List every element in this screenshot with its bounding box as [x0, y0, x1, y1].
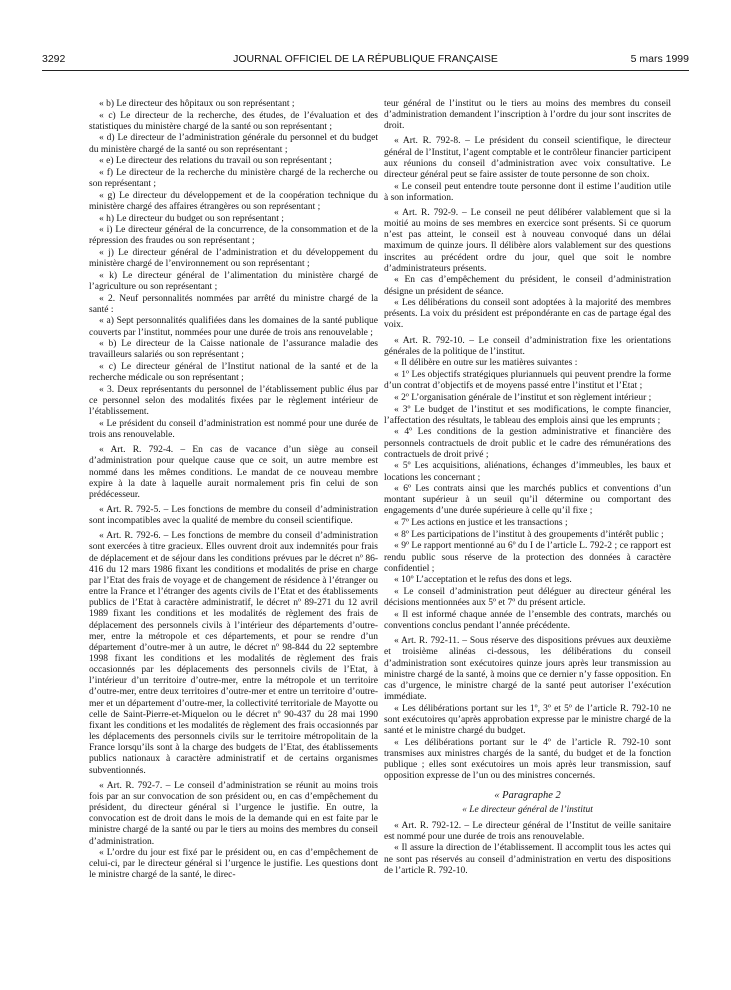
paragraph: « j) Le directeur général de l’administration et du développement du ministère chargé de l’environnement ou son représentant ; — [89, 248, 378, 270]
paragraph-subheading: « Le directeur général de l’institut — [462, 805, 593, 816]
right-column — [384, 99, 671, 877]
paragraph: « 5º Les acquisitions, aliénations, échanges d’immeubles, les baux et locations les concernant ; — [384, 461, 671, 483]
article-r792-4: « Art. R. 792-4. – En cas de vacance d’un siège au conseil d’administration pour quelque cause que ce soit, un autre membre est nommé dans les mêmes conditions. Le mandat de ce nouveau membre expire à la date à laquelle aurait normalement pris fin celui de son prédécesseur. — [89, 445, 378, 500]
publication-date: 5 mars 1999 — [630, 53, 689, 65]
paragraph: « 10º L’acceptation et le refus des dons et legs. — [394, 575, 572, 586]
left-column — [89, 99, 378, 882]
paragraph: « 6º Les contrats ainsi que les marchés publics et conventions d’un montant supérieur à un seuil qu’il détermine ou comportant des engagements d’une durée supérieure à celle qu’il fixe ; — [384, 484, 671, 517]
paragraph: « b) Le directeur des hôpitaux ou son représentant ; — [99, 99, 295, 109]
paragraph: « c) Le directeur général de l’Institut national de la santé et de la recherche médicale ou son représentant ; — [89, 362, 378, 384]
paragraph: « Les délibérations portant sur le 4º de l’article R. 792-10 sont transmises aux ministres chargés de la santé, du budget et de la fonction publique ; elles sont exécutoires un mois après leur transmission, sauf opposition expresse de l’un ou des ministres concernés. — [384, 737, 671, 782]
paragraph: « En cas d’empêchement du président, le conseil d’administration désigne un président de séance. — [384, 275, 671, 297]
paragraph: « 2º L’organisation générale de l’institut et son règlement intérieur ; — [394, 392, 652, 403]
paragraph: « f) Le directeur de la recherche du ministère chargé de la recherche ou son représentant ; — [89, 167, 378, 190]
paragraph: « g) Le directeur du développement et de la coopération technique du ministère chargé des affaires étrangères ou son représentant ; — [89, 190, 378, 212]
article-r792-9: « Art. R. 792-9. – Le conseil ne peut délibérer valablement que si la moitié au moins de ses membres en exercice sont présents. Si ce quorum n’est pas atteint, le conseil est à nouveau convoqué dans un délai maximum de quinze jours. Il délibère alors valablement sur des questions inscrites au précédent ordre du jour, quel que soit le nombre d’administrateurs présents. — [384, 207, 671, 274]
article-r792-6: « Art. R. 792-6. – Les fonctions de membre du conseil d’administration sont exercées à titre gracieux. Elles ouvrent droit aux indemnités pour frais de déplacement et de séjour dans les conditions prévues par le décret nº 86-416 du 12 mars 1986 fixant les conditions et modalités de prise en charge par l’Etat des frais de voyage et de changement de résidence à l’étranger ou entre la France et l’étranger des agents civils de l’Etat et des établissements publics de l’Etat à caractère administratif, le décret nº 89-271 du 12 avril 1989 fixant les conditions et les modalités de règlement des frais de déplacement des personnels civils à l’intérieur des départements d’outre-mer, entre la métropole et ces départements, et pour se rendre d’un département d’outre-mer à un autre, le décret nº 98-844 du 22 septembre 1998 fixant les conditions et les modalités de règlement des frais occasionnés par les déplacements des personnels civils de l’Etat, à l’intérieur d’un territoire d’outre-mer, entre la métropole et un territoire d’outre-mer, entre deux territoires d’outre-mer et entre un territoire d’outre-mer et un département d’outre-mer, la collectivité territoriale de Mayotte ou celle de Saint-Pierre-et-Miquelon ou le décret nº 90-437 du 28 mai 1990 fixant les conditions et les modalités de règlement des frais occasionnés par les déplacements des personnels civils sur le territoire métropolitain de la France lorsqu’ils sont à la charge des budgets de l’Etat, des établissements publics nationaux à caractère administratif et de certains organismes subventionnés. — [89, 531, 378, 776]
paragraph: teur général de l’institut ou le tiers au moins des membres du conseil d’administration demandent l’inscription à l’ordre du jour sont inscrites de droit. — [384, 99, 671, 132]
paragraph: « c) Le directeur de la recherche, des études, de l’évaluation et des statistiques du ministère chargé de la santé ou son représentant ; — [89, 110, 378, 132]
header-rule — [42, 70, 689, 71]
paragraph: « 1º Les objectifs stratégiques pluriannuels qui peuvent prendre la forme d’un contrat d’objectifs et de moyens passé entre l’institut et l’Etat ; — [384, 370, 671, 392]
paragraph: « h) Le directeur du budget ou son représentant ; — [99, 213, 284, 224]
paragraph: « Les délibérations du conseil sont adoptées à la majorité des membres présents. La voix du président est prépondérante en cas de partage égal des voix. — [384, 298, 671, 331]
paragraph: « i) Le directeur général de la concurrence, de la consommation et de la répression des fraudes ou son représentant ; — [89, 225, 378, 247]
article-r792-8: « Art. R. 792-8. – Le président du conseil scientifique, le directeur général de l’Institut, l’agent comptable et le contrôleur financier participent aux réunions du conseil d’administration avec voix consultative. Le directeur général peut se faire assister de toute personne de son choix. — [384, 136, 671, 180]
paragraph: « d) Le directeur de l’administration générale du personnel et du budget du ministère chargé de la santé ou son représentant ; — [89, 133, 378, 155]
page-header — [42, 53, 689, 69]
paragraph: « Le conseil peut entendre toute personne dont il estime l’audition utile à son information. — [384, 181, 671, 203]
journal-title: JOURNAL OFFICIEL DE LA RÉPUBLIQUE FRANÇAISE — [233, 53, 498, 65]
paragraph: « Le président du conseil d’administration est nommé pour une durée de trois ans renouvelable. — [89, 418, 378, 441]
paragraph: « e) Le directeur des relations du travail ou son représentant ; — [99, 156, 332, 167]
article-r792-11: « Art. R. 792-11. – Sous réserve des dispositions prévues aux deuxième et troisième alinéas ci-dessous, les délibérations du conseil d’administration sont exécutoires quinze jours après leur transmission au ministre chargé de la santé, à moins que ce dernier n’y fasse opposition. En cas d’urgence, le ministre chargé de la santé peut autoriser l’exécution immédiate. — [384, 636, 671, 702]
paragraph: « 3º Le budget de l’institut et ses modifications, le compte financier, l’affectation des résultats, le tableau des emplois ainsi que les emprunts ; — [384, 404, 671, 426]
paragraph: « 9º Le rapport mentionné au 6º du I de l’article L. 792-2 ; ce rapport est rendu public sous réserve de la protection des données à caractère confidentiel ; — [384, 541, 671, 574]
paragraph: « b) Le directeur de la Caisse nationale de l’assurance maladie des travailleurs salariés ou son représentant ; — [89, 339, 378, 361]
paragraph: « Les délibérations portant sur les 1º, 3º et 5º de l’article R. 792-10 ne sont exécutoires qu’après approbation expresse par le ministre chargé de la santé et le ministre chargé du budget. — [384, 703, 671, 736]
paragraph-heading: « Paragraphe 2 — [494, 790, 561, 802]
article-r792-12: « Art. R. 792-12. – Le directeur général de l’Institut de veille sanitaire est nommé pour une durée de trois ans renouvelable. — [384, 820, 671, 842]
paragraph: « k) Le directeur général de l’alimentation du ministère chargé de l’agriculture ou son représentant ; — [89, 270, 378, 292]
paragraph: « 4º Les conditions de la gestion administrative et financière des personnels contractuels de droit public et le cadre des rémunérations des contractuels de droit privé ; — [384, 427, 671, 460]
paragraph: « Il assure la direction de l’établissement. Il accomplit tous les actes qui ne sont pas réservés au conseil d’administration en vertu des dispositions de l’article R. 792-10. — [384, 843, 671, 876]
article-r792-10: « Art. R. 792-10. – Le conseil d’administration fixe les orientations générales de la politique de l’institut. — [384, 335, 671, 357]
article-r792-5: « Art. R. 792-5. – Les fonctions de membre du conseil d’administration sont incompatibles avec la qualité de membre du conseil scientifique. — [89, 504, 378, 527]
paragraph: « 2. Neuf personnalités nommées par arrêté du ministre chargé de la santé : — [89, 293, 378, 315]
paragraph: « Le conseil d’administration peut déléguer au directeur général les décisions mentionnées aux 5º et 7º du présent article. — [384, 587, 671, 609]
paragraph: « Il délibère en outre sur les matières suivantes : — [394, 358, 578, 369]
article-r792-7: « Art. R. 792-7. – Le conseil d’administration se réunit au moins trois fois par an sur convocation de son président ou, en cas d’empêchement du président, du directeur général si l’urgence le justifie. En outre, la convocation est de droit dans le mois de la demande qui en est faite par le ministre chargé de la santé ou par le tiers au moins des membres du conseil d’administration. — [89, 780, 378, 847]
paragraph: « 7º Les actions en justice et les transactions ; — [394, 518, 568, 529]
paragraph: « Il est informé chaque année de l’ensemble des contrats, marchés ou conventions conclus pendant l’année précédente. — [384, 609, 671, 632]
paragraph: « 8º Les participations de l’institut à des groupements d’intérêt public ; — [394, 529, 664, 540]
page-number: 3292 — [42, 53, 66, 65]
paragraph: « L’ordre du jour est fixé par le président ou, en cas d’empêchement de celui-ci, par le directeur général si l’urgence le justifie. Les questions dont le ministre chargé de la santé, le direc- — [89, 848, 378, 881]
paragraph: « a) Sept personnalités qualifiées dans les domaines de la santé publique couverts par l’institut, nommées pour une durée de trois ans renouvelable ; — [89, 316, 378, 338]
paragraph: « 3. Deux représentants du personnel de l’établissement public élus par ce personnel selon des modalités fixées par le règlement intérieur de l’établissement. — [89, 384, 378, 418]
